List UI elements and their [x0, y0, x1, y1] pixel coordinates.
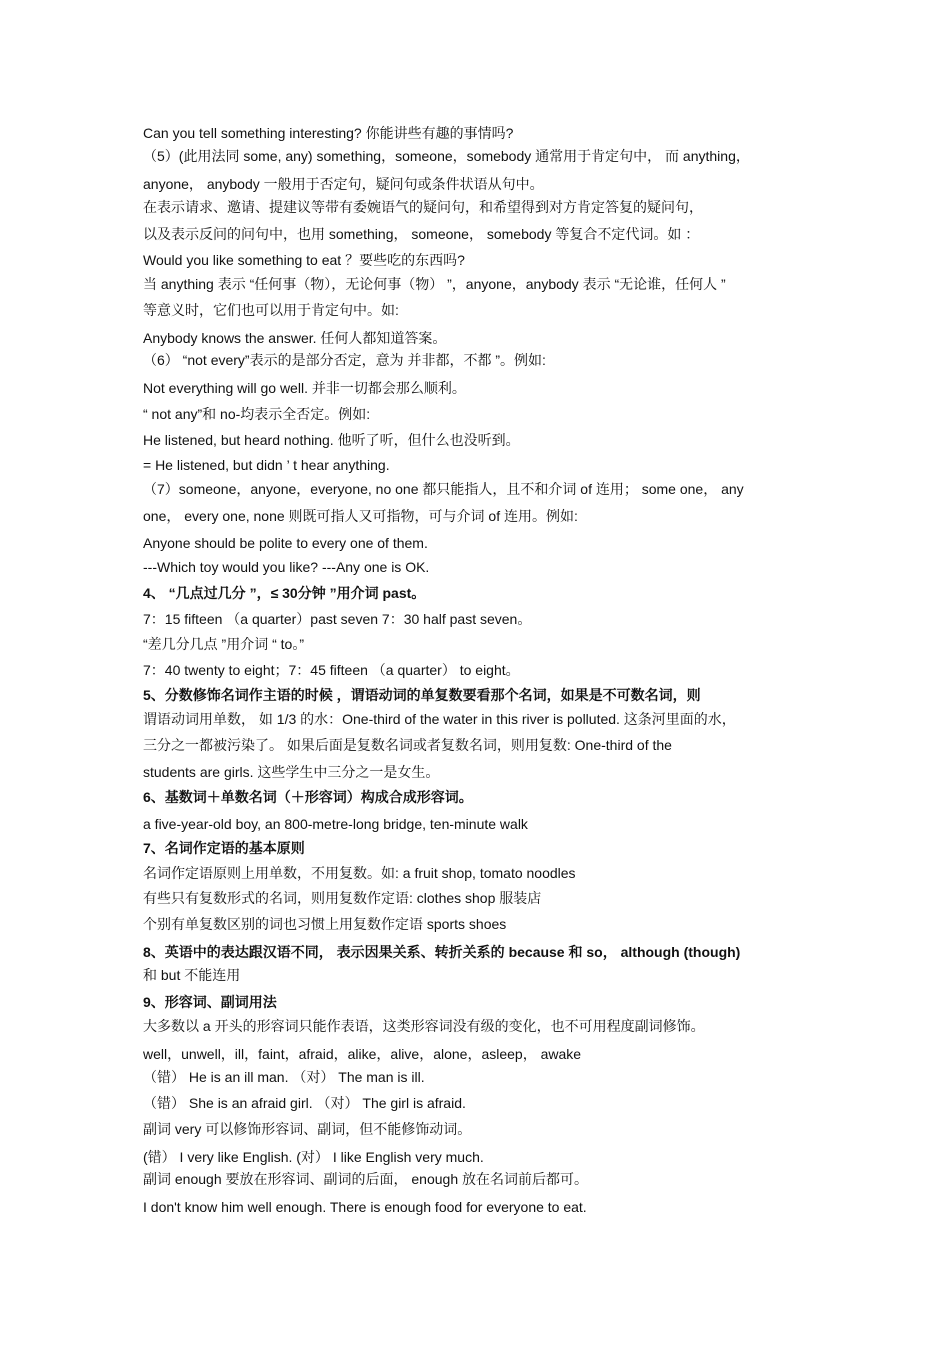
text-line: (错） I very like English. (对） I like English very much.: [143, 1149, 484, 1165]
text-line: “差几分几点 ”用介词 “ to。”: [143, 636, 304, 652]
text-line: 名词作定语原则上用单数，不用复数。如: a fruit shop, tomato noodles: [143, 865, 576, 881]
text-line: one， every one, none 则既可指人又可指物，可与介词 of 连用。例如:: [143, 508, 578, 524]
text-line: I don't know him well enough. There is enough food for everyone to eat.: [143, 1199, 587, 1215]
text-line: （错） He is an ill man. （对） The man is ill.: [143, 1069, 425, 1085]
section-heading-8: 8、英语中的表达跟汉语不同， 表示因果关系、转折关系的 because 和 so， although (though): [143, 944, 741, 960]
text-line: （错） She is an afraid girl. （对） The girl is afraid.: [143, 1095, 466, 1111]
text-line: ---Which toy would you like? ---Any one is OK.: [143, 559, 430, 575]
section-heading-4: 4、 “几点过几分 ”，≤ 30分钟 ”用介词 past。: [143, 585, 426, 601]
text-line: Anybody knows the answer. 任何人都知道答案。: [143, 330, 447, 346]
section-heading-9: 9、形容词、副词用法: [143, 994, 277, 1010]
text-line: anyone， anybody 一般用于否定句，疑问句或条件状语从句中。: [143, 176, 544, 192]
text-line: “ not any”和 no-均表示全否定。例如:: [143, 406, 371, 422]
text-line: 等意义时，它们也可以用于肯定句中。如:: [143, 302, 399, 318]
text-line: 在表示请求、邀请、提建议等带有委婉语气的疑问句，和希望得到对方肯定答复的疑问句，: [143, 199, 703, 215]
text-line: （5）(此用法同 some, any) something，someone，somebody 通常用于肯定句中， 而 anything，: [143, 148, 750, 164]
text-line: 7：40 twenty to eight；7：45 fifteen （a quarter） to eight。: [143, 662, 520, 678]
text-line: 三分之一都被污染了。 如果后面是复数名词或者复数名词，则用复数: One-third of the: [143, 737, 672, 753]
text-line: students are girls. 这些学生中三分之一是女生。: [143, 764, 440, 780]
section-heading-6: 6、基数词＋单数名词（＋形容词）构成合成形容词。: [143, 789, 473, 805]
text-line: 副词 very 可以修饰形容词、副词，但不能修饰动词。: [143, 1121, 472, 1137]
text-line: 7：15 fifteen （a quarter）past seven 7：30 half past seven。: [143, 611, 532, 627]
text-line: Would you like something to eat ？要些吃的东西吗?: [143, 252, 465, 268]
text-line: 副词 enough 要放在形容词、副词的后面， enough 放在名词前后都可。: [143, 1171, 588, 1187]
text-line: Can you tell something interesting? 你能讲些有趣的事情吗?: [143, 125, 514, 141]
text-line: 和 but 不能连用: [143, 967, 241, 983]
text-line: He listened, but heard nothing. 他听了听，但什么也没听到。: [143, 432, 520, 448]
text-line: 有些只有复数形式的名词，则用复数作定语: clothes shop 服装店: [143, 890, 542, 906]
section-heading-5: 5、分数修饰名词作主语的时候 ，谓语动词的单复数要看那个名词，如果是不可数名词，则: [143, 687, 701, 703]
text-line: （7）someone，anyone，everyone, no one 都只能指人，且不和介词 of 连用； some one， any: [143, 481, 744, 497]
text-line: 当 anything 表示 “任何事（物），无论何事（物） ”，anyone，anybody 表示 “无论谁，任何人 ”: [143, 276, 726, 292]
text-line: = He listened, but didn ’ t hear anything.: [143, 457, 390, 473]
text-line: Anyone should be polite to every one of them.: [143, 535, 428, 551]
text-line: well，unwell，ill，faint，afraid，alike，alive，alone，asleep， awake: [143, 1046, 582, 1062]
text-line: 以及表示反问的问句中，也用 something， someone， somebody 等复合不定代词。如 ：: [143, 226, 700, 242]
text-line: （6） “not every”表示的是部分否定，意为 并非都，不都 ”。例如:: [143, 352, 546, 368]
text-line: Not everything will go well. 并非一切都会那么顺利。: [143, 380, 466, 396]
text-line: a five-year-old boy, an 800-metre-long bridge, ten-minute walk: [143, 816, 528, 832]
text-line: 大多数以 a 开头的形容词只能作表语，这类形容词没有级的变化，也不可用程度副词修饰。: [143, 1018, 705, 1034]
section-heading-7: 7、名词作定语的基本原则: [143, 840, 305, 856]
text-line: 谓语动词用单数， 如 1/3 的水：One-third of the water in this river is polluted. 这条河里面的水，: [143, 711, 736, 727]
text-line: 个别有单复数区别的词也习惯上用复数作定语 sports shoes: [143, 916, 507, 932]
